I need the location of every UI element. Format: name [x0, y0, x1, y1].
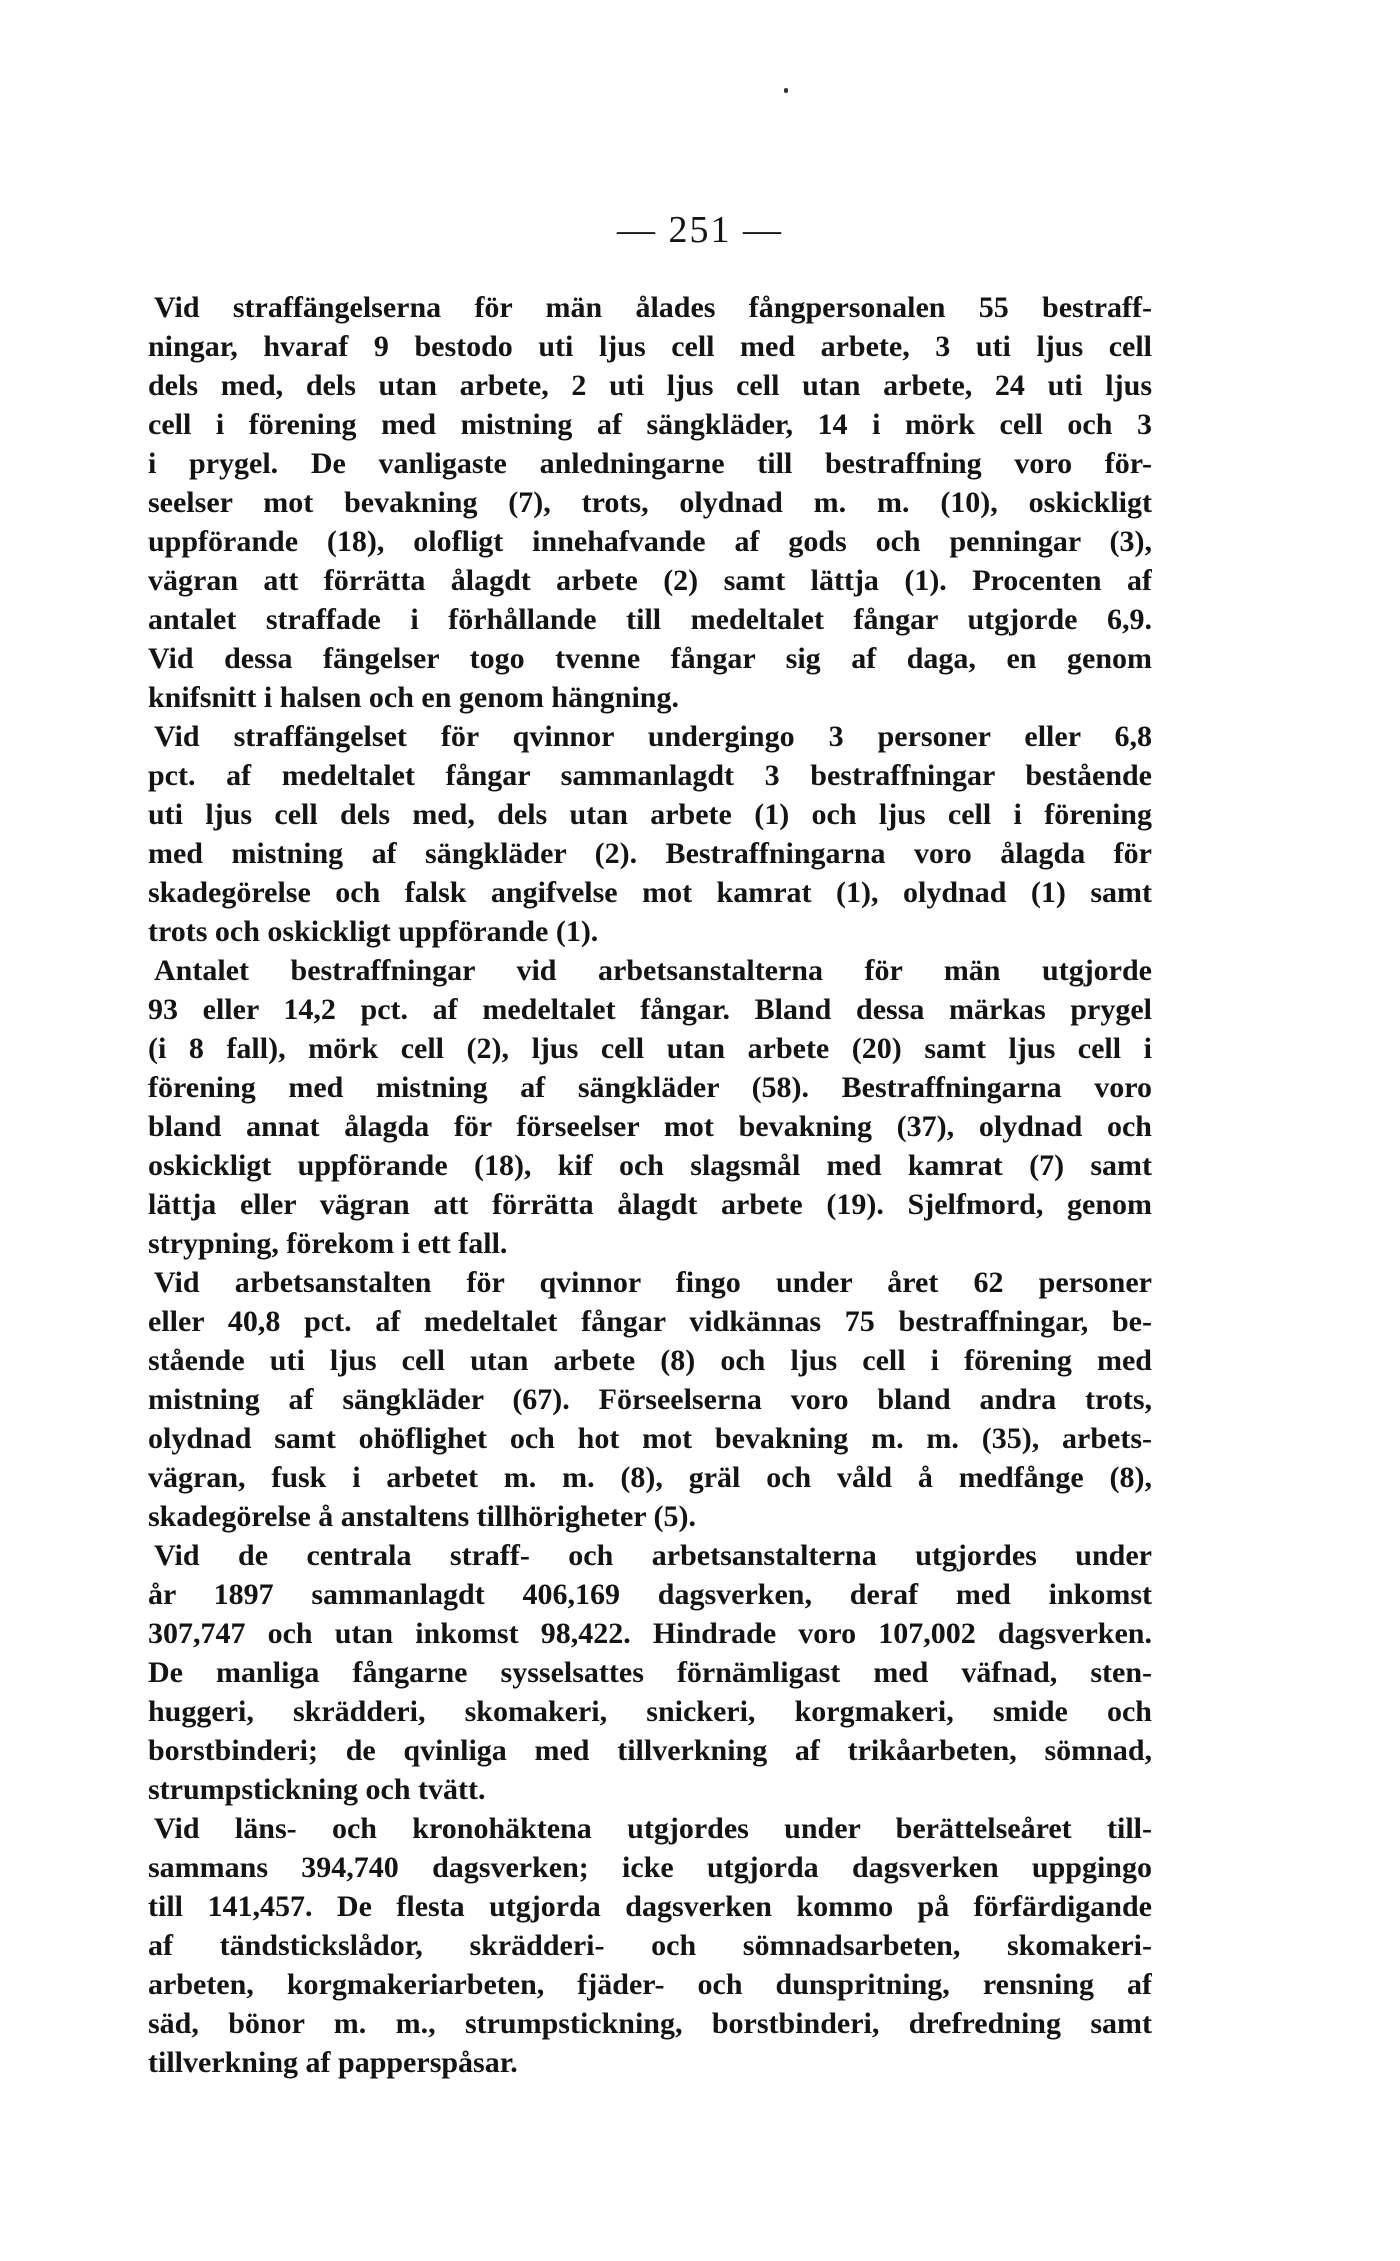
text-line: i prygel. De vanligaste anledningarne till bestraffning voro för-: [148, 447, 1152, 480]
text-line: arbeten, korgmakeriarbeten, fjäder- och dunspritning, rensning af: [148, 1968, 1152, 2001]
text-line: tillverkning af papperspåsar.: [148, 2046, 518, 2079]
text-line: skadegörelse och falsk angifvelse mot kamrat (1), olydnad (1) samt: [148, 876, 1152, 909]
text-line: säd, bönor m. m., strumpstickning, borstbinderi, drefredning samt: [148, 2007, 1152, 2040]
text-line: vägran, fusk i arbetet m. m. (8), gräl och våld å medfånge (8),: [148, 1461, 1152, 1494]
text-line: vägran att förrätta ålagdt arbete (2) samt lättja (1). Procenten af: [148, 564, 1152, 597]
text-line: uppförande (18), olofligt innehafvande af gods och penningar (3),: [148, 525, 1152, 558]
text-line: seelser mot bevakning (7), trots, olydnad m. m. (10), oskickligt: [148, 486, 1152, 519]
text-line: dels med, dels utan arbete, 2 uti ljus cell utan arbete, 24 uti ljus: [148, 369, 1152, 402]
text-line: uti ljus cell dels med, dels utan arbete (1) och ljus cell i förening: [148, 798, 1152, 831]
text-line: ningar, hvaraf 9 bestodo uti ljus cell med arbete, 3 uti ljus cell: [148, 330, 1152, 363]
page-number: — 251 —: [617, 209, 783, 251]
text-line: pct. af medeltalet fångar sammanlagdt 3 bestraffningar bestående: [148, 759, 1152, 792]
text-line: borstbinderi; de qvinliga med tillverkning af trikåarbeten, sömnad,: [148, 1734, 1152, 1767]
text-line: skadegörelse å anstaltens tillhörigheter (5).: [148, 1500, 697, 1533]
text-line: antalet straffade i förhållande till medeltalet fångar utgjorde 6,9.: [148, 603, 1152, 636]
text-line: huggeri, skrädderi, skomakeri, snickeri, korgmakeri, smide och: [148, 1695, 1152, 1728]
text-line: Vid straffängelset för qvinnor undergingo 3 personer eller 6,8: [154, 720, 1152, 753]
text-line: sammans 394,740 dagsverken; icke utgjorda dagsverken uppgingo: [148, 1851, 1152, 1884]
text-line: strypning, förekom i ett fall.: [148, 1227, 508, 1260]
body-text: [148, 288, 1152, 2082]
text-line: Vid straffängelserna för män ålades fångpersonalen 55 bestraff-: [154, 291, 1152, 324]
text-line: Vid de centrala straff- och arbetsanstalterna utgjordes under: [154, 1539, 1152, 1572]
ink-speck: [784, 88, 788, 93]
text-line: Vid läns- och kronohäktena utgjordes under berättelseåret till-: [154, 1812, 1152, 1845]
text-line: Vid arbetsanstalten för qvinnor fingo under året 62 personer: [154, 1266, 1152, 1299]
text-line: (i 8 fall), mörk cell (2), ljus cell utan arbete (20) samt ljus cell i: [148, 1032, 1152, 1065]
text-line: 93 eller 14,2 pct. af medeltalet fångar. Bland dessa märkas prygel: [148, 993, 1152, 1026]
text-line: De manliga fångarne sysselsattes förnämligast med väfnad, sten-: [148, 1656, 1152, 1689]
text-line: knifsnitt i halsen och en genom hängning.: [148, 681, 679, 714]
text-line: Vid dessa fängelser togo tvenne fångar sig af daga, en genom: [148, 642, 1152, 675]
text-line: lättja eller vägran att förrätta ålagdt arbete (19). Sjelfmord, genom: [148, 1188, 1152, 1221]
text-line: cell i förening med mistning af sängkläder, 14 i mörk cell och 3: [148, 408, 1152, 441]
text-line: 307,747 och utan inkomst 98,422. Hindrade voro 107,002 dagsverken.: [148, 1617, 1152, 1650]
text-line: Antalet bestraffningar vid arbetsanstalterna för män utgjorde: [154, 954, 1152, 987]
text-line: med mistning af sängkläder (2). Bestraffningarna voro ålagda för: [148, 837, 1152, 870]
text-line: eller 40,8 pct. af medeltalet fångar vidkännas 75 bestraffningar, be-: [148, 1305, 1152, 1338]
text-line: oskickligt uppförande (18), kif och slagsmål med kamrat (7) samt: [148, 1149, 1152, 1182]
text-line: mistning af sängkläder (67). Förseelserna voro bland andra trots,: [148, 1383, 1152, 1416]
text-line: stående uti ljus cell utan arbete (8) och ljus cell i förening med: [148, 1344, 1152, 1377]
text-line: af tändstickslådor, skrädderi- och sömnadsarbeten, skomakeri-: [148, 1929, 1152, 1962]
text-line: olydnad samt ohöflighet och hot mot bevakning m. m. (35), arbets-: [148, 1422, 1152, 1455]
text-line: bland annat ålagda för förseelser mot bevakning (37), olydnad och: [148, 1110, 1152, 1143]
text-line: trots och oskickligt uppförande (1).: [148, 915, 599, 948]
text-line: till 141,457. De flesta utgjorda dagsverken kommo på förfärdigande: [148, 1890, 1152, 1923]
text-line: förening med mistning af sängkläder (58). Bestraffningarna voro: [148, 1071, 1152, 1104]
text-line: år 1897 sammanlagdt 406,169 dagsverken, deraf med inkomst: [148, 1578, 1152, 1611]
text-line: strumpstickning och tvätt.: [148, 1773, 486, 1806]
